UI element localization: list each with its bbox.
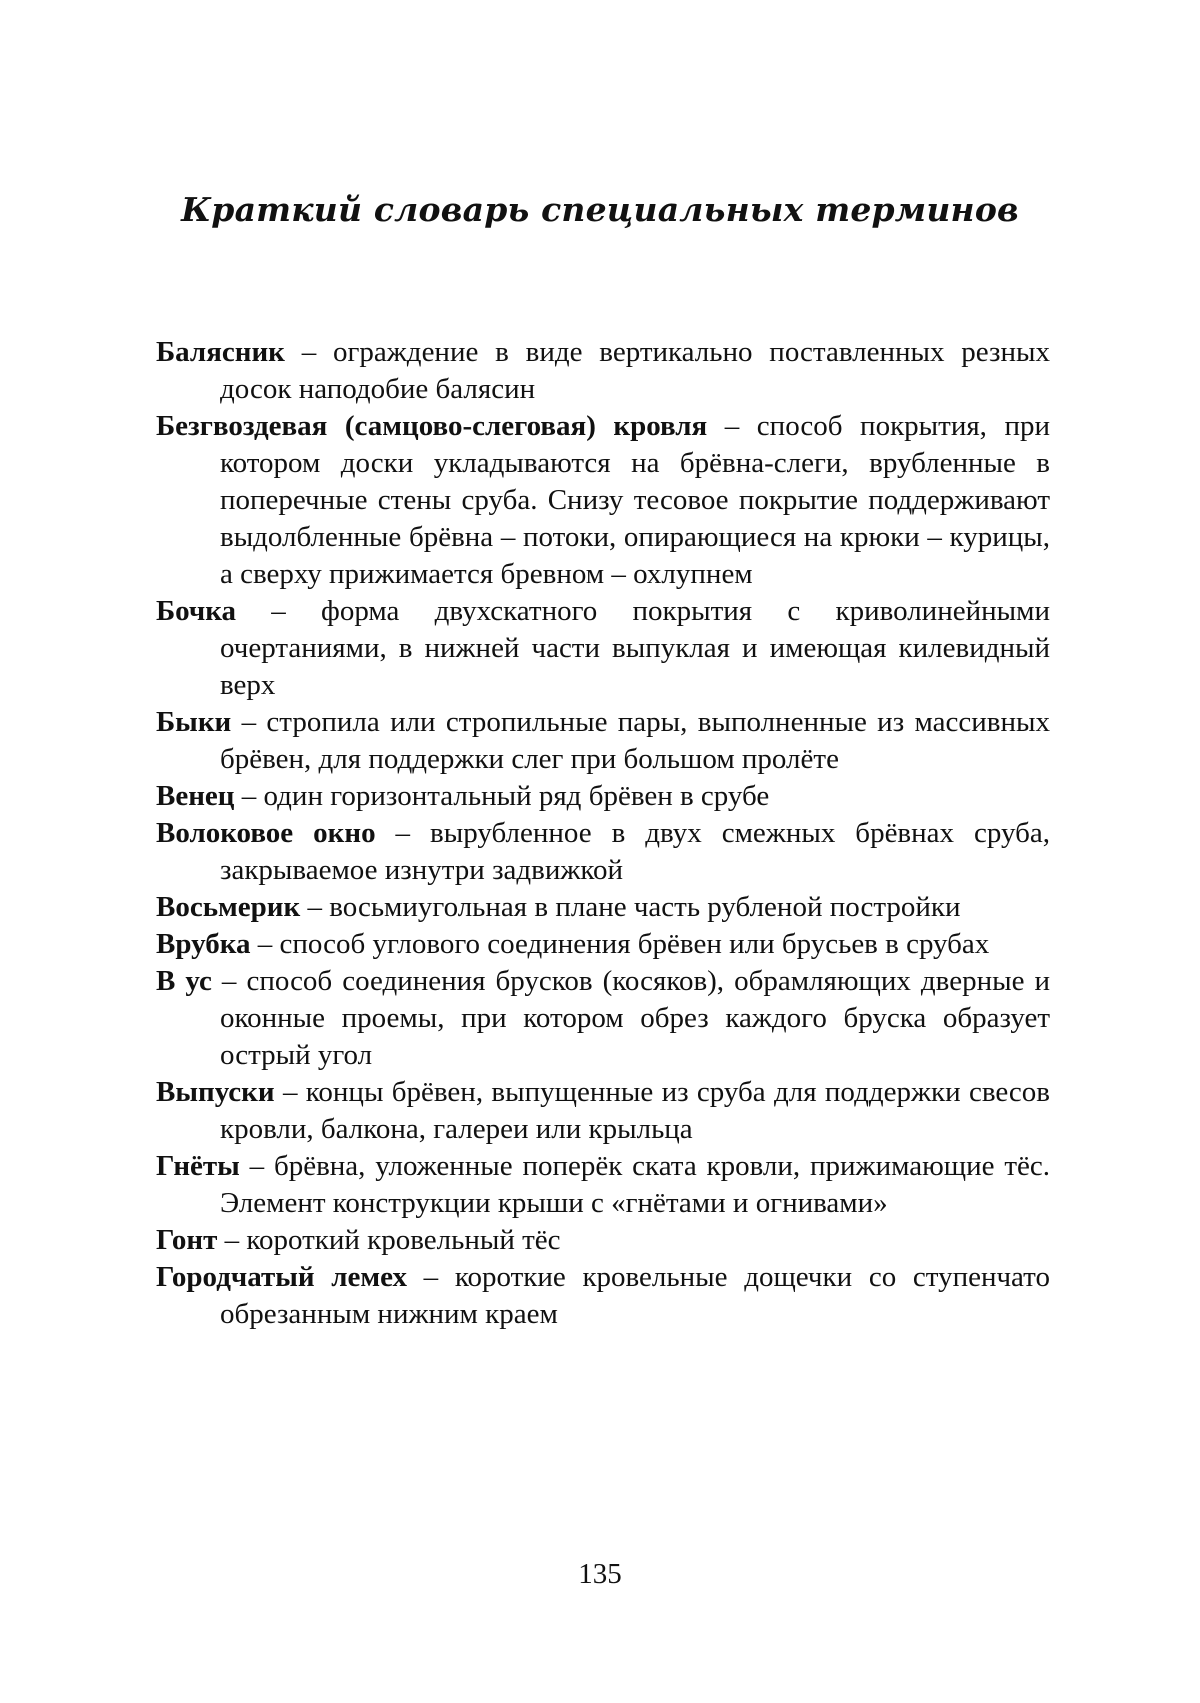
glossary-definition: – один горизонтальный ряд брёвен в срубе <box>234 780 770 812</box>
glossary-list <box>156 334 1050 1333</box>
glossary-definition: – брёвна, уложенные поперёк ската кровли, прижимающие тёс. Элемент конструкции крыши с «гнётами и огнивами» <box>220 1150 1050 1219</box>
glossary-term: Врубка <box>156 928 251 960</box>
glossary-term: Восьмерик <box>156 891 301 923</box>
glossary-definition: – форма двухскатного покрытия с криволинейными очертаниями, в нижней части выпуклая и имеющая килевидный верх <box>220 595 1050 701</box>
glossary-term: В ус <box>156 965 212 997</box>
glossary-entry <box>156 889 1050 926</box>
glossary-entry <box>156 704 1050 778</box>
glossary-entry <box>156 334 1050 408</box>
glossary-definition: – короткий кровельный тёс <box>217 1224 561 1256</box>
glossary-entry <box>156 1074 1050 1148</box>
glossary-term: Волоковое окно <box>156 817 376 849</box>
glossary-definition: – способ покрытия, при котором доски укладываются на брёвна-слеги, врубленные в поперечные стены сруба. Снизу тесовое покрытие поддерживают выдолбленные брёвна – потоки, опирающиеся на крюки – курицы, а сверху прижимается бревном – охлупнем <box>220 410 1050 590</box>
glossary-definition: – короткие кровельные дощечки со ступенчато обрезанным нижним краем <box>220 1261 1050 1330</box>
glossary-term: Бочка <box>156 595 237 627</box>
glossary-term: Выпуски <box>156 1076 275 1108</box>
glossary-definition: – концы брёвен, выпущенные из сруба для поддержки свесов кровли, балкона, галереи или крыльца <box>220 1076 1050 1145</box>
glossary-entry <box>156 1148 1050 1222</box>
glossary-definition: – способ углового соединения брёвен или брусьев в срубах <box>250 928 990 960</box>
glossary-term: Городчатый лемех <box>156 1261 407 1293</box>
glossary-entry <box>156 1259 1050 1333</box>
glossary-term: Гнёты <box>156 1150 240 1182</box>
glossary-entry <box>156 778 1050 815</box>
glossary-term: Балясник <box>156 336 285 368</box>
glossary-term: Гонт <box>156 1224 218 1256</box>
glossary-entry <box>156 1222 1050 1259</box>
glossary-definition: – стропила или стропильные пары, выполненные из массивных брёвен, для поддержки слег при большом пролёте <box>220 706 1050 775</box>
glossary-entry <box>156 815 1050 889</box>
page-number: 135 <box>578 1558 622 1590</box>
glossary-definition: – вырубленное в двух смежных брёвнах сруба, закрываемое изнутри задвижкой <box>220 817 1050 886</box>
glossary-term: Венец <box>156 780 235 812</box>
glossary-term: Безгвоздевая (самцово-слеговая) кровля <box>156 410 708 442</box>
glossary-entry <box>156 593 1050 704</box>
glossary-term: Быки <box>156 706 232 738</box>
glossary-definition: – способ соединения брусков (косяков), обрамляющих дверные и оконные проемы, при котором обрез каждого бруска образует острый угол <box>211 965 1051 1071</box>
glossary-entry <box>156 926 1050 963</box>
glossary-entry <box>156 963 1050 1074</box>
glossary-definition: – восьмиугольная в плане часть рубленой постройки <box>300 891 961 923</box>
page-title: Краткий словарь специальных терминов <box>181 190 1019 229</box>
glossary-entry <box>156 408 1050 593</box>
glossary-definition: – ограждение в виде вертикально поставленных резных досок наподобие балясин <box>220 336 1050 405</box>
